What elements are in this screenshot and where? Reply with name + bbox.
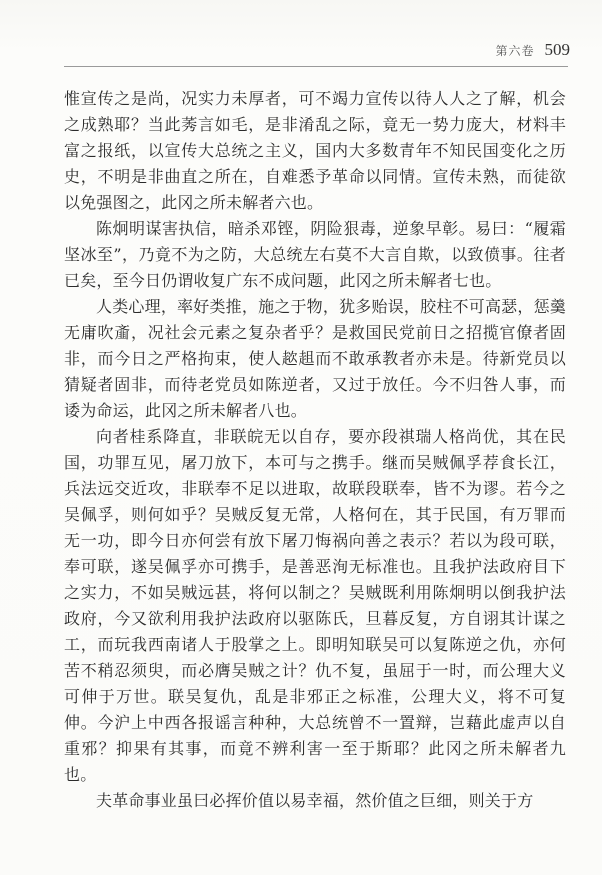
paragraph: 陈炯明谋害执信，暗杀邓铿，阴险狠毒，逆象早彰。易曰：“履霜坚冰至”，乃竟不为之防，大总统左右莫不大言自欺，以致偾事。往者已矣，至今日仍谓收复广东不成问题，此冈之所未解者七也。 bbox=[64, 219, 566, 290]
paragraph: 人类心理，率好类推，施之于物，犹多贻误，胶柱不可高瑟，惩羹无庸吹齑，况社会元素之复杂者乎？是救国民党前日之招揽官僚者固非，而今日之严格拘束，使人趑趄而不敢承教者亦未是。待新党员以猜疑者固非，而待老党员如陈逆者，又过于放任。今不归咎人事，而诿为命运，此冈之所未解者八也。 bbox=[64, 297, 566, 420]
page-number: 509 bbox=[544, 40, 570, 59]
page-header bbox=[410, 40, 570, 62]
paragraph: 夫革命事业虽曰必挥价值以易幸福，然价值之巨细，则关于方 bbox=[96, 791, 534, 810]
header-rule bbox=[64, 66, 568, 67]
body-text bbox=[64, 86, 566, 814]
paragraph-continued: 惟宣传之是尚，况实力未厚者，可不竭力宣传以待人人之了解，机会之成熟耶？当此莠言如毛，是非淆乱之际，竟无一势力庞大，材料丰富之报纸，以宣传大总统之主义，国内大多数青年不知民国变化之历史，不明是非曲直之所在，自难悉予革命以同情。宣传未熟，而徒欲以免强图之，此冈之所未解者六也。 bbox=[64, 89, 566, 212]
volume-label: 第六卷 bbox=[495, 44, 535, 58]
paragraph: 向者桂系降直，非联皖无以自存，要亦段祺瑞人格尚优，其在民国，功罪互见，屠刀放下，本可与之携手。继而吴贼佩孚荐食长江，兵法远交近攻，非联奉不足以进取，故联段联奉，皆不为谬。若今之吴佩孚，则何如乎？吴贼反复无常，人格何在，其于民国，有万罪而无一功，即今日亦何尝有放下屠刀悔祸向善之表示？若以为段可联，奉可联，遂吴佩孚亦可携手，是善恶洵无标准也。且我护法政府目下之实力，不如吴贼远甚，将何以制之？吴贼既利用陈炯明以倒我护法政府，今又欲利用我护法政府以驱陈氏，旦暮反复，方自诩其计谋之工，而玩我西南诸人于股掌之上。即明知联吴可以复陈逆之仇，亦何苦不稍忍须臾，而必膺吴贼之计？仇不复，虽屈于一时，而公理大义可伸于万世。联吴复仇，乱是非邪正之标准，公理大义，将不可复伸。今沪上中西各报谣言种种，大总统曾不一置辩，岂藉此虚声以自重邪？抑果有其事，而竟不辨利害一至于斯耶？此冈之所未解者九也。 bbox=[64, 427, 566, 784]
